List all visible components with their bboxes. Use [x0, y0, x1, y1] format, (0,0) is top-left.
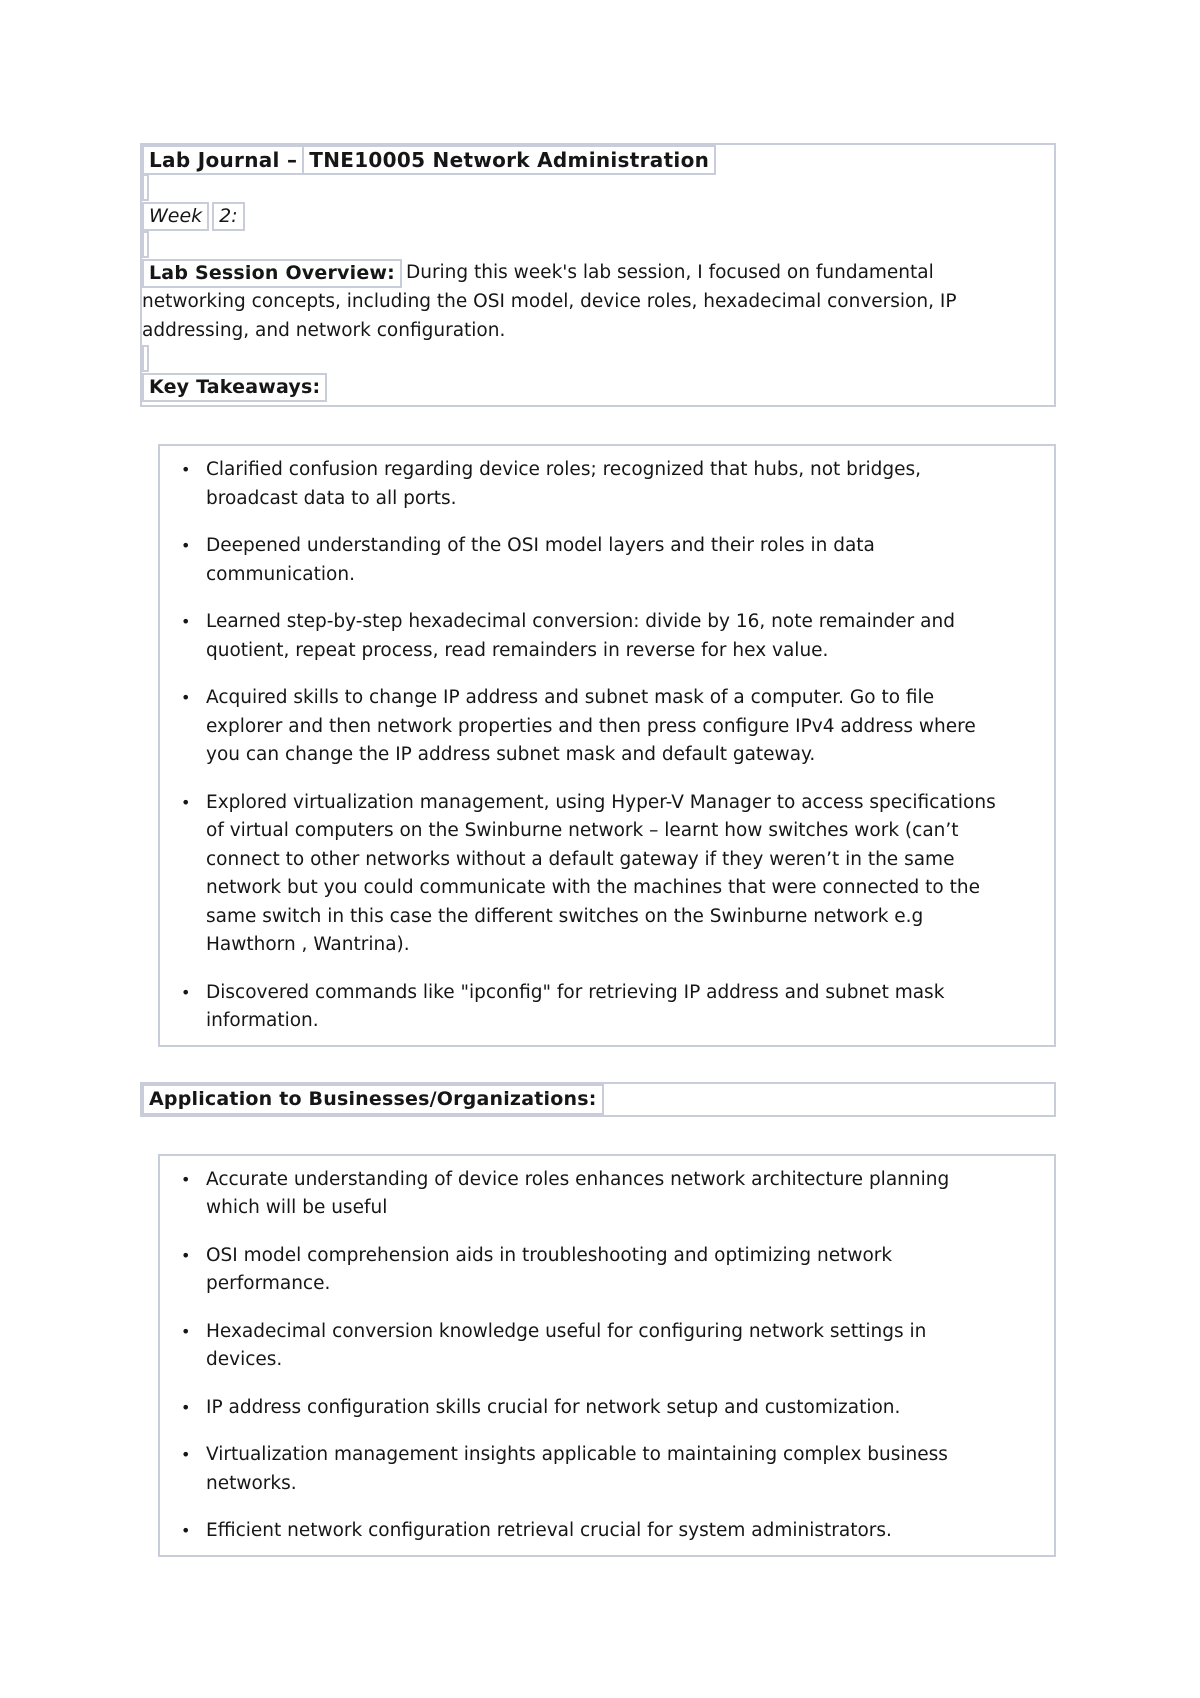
- list-item: [160, 1394, 1054, 1423]
- overview-heading: Lab Session Overview:: [142, 259, 402, 288]
- blank-line: [142, 231, 1054, 259]
- list-item: [160, 608, 1054, 665]
- list-item-text: OSI model comprehension aids in troubleshooting and optimizing network performance.: [206, 1244, 893, 1294]
- blank-line: [142, 345, 1054, 373]
- bullet-marker: •: [181, 982, 191, 1002]
- overview-paragraph: [142, 259, 994, 345]
- header-section: [140, 143, 1056, 407]
- list-item-text: Learned step-by-step hexadecimal conversion: divide by 16, note remainder and quotient, repeat process, read remainders in reverse for hex value.: [206, 611, 955, 661]
- application-heading-section: [140, 1082, 1056, 1117]
- key-takeaways-heading-row: [142, 373, 1054, 404]
- list-item: [160, 456, 1054, 513]
- bullet-marker: •: [181, 536, 191, 555]
- empty-paragraph-marker: [142, 231, 149, 258]
- bullet-marker: •: [181, 1397, 191, 1417]
- list-item: [160, 1318, 1054, 1375]
- list-item-text: Acquired skills to change IP address and subnet mask of a computer. Go to file explorer and then network properties and then press configure IPv4 address where you can change the IP address subnet mask and default gateway.: [206, 687, 976, 765]
- list-item-text: Discovered commands like "ipconfig" for retrieving IP address and subnet mask information.: [206, 981, 945, 1031]
- list-item-text: Efficient network configuration retrieval crucial for system administrators.: [206, 1520, 892, 1541]
- title-course-code: TNE10005 Network Administration: [302, 145, 716, 175]
- bullet-marker: •: [181, 1169, 191, 1189]
- empty-paragraph-marker: [142, 174, 149, 201]
- list-item-text: Accurate understanding of device roles enhances network architecture planning which will be useful: [206, 1168, 950, 1218]
- bullet-marker: •: [181, 1445, 191, 1464]
- list-item: [160, 789, 1054, 960]
- bullet-marker: •: [181, 688, 191, 707]
- list-item: [160, 684, 1054, 770]
- list-item-text: Virtualization management insights applicable to maintaining complex business networks.: [206, 1444, 948, 1494]
- list-item: [160, 979, 1054, 1036]
- list-item: [160, 1166, 1054, 1223]
- list-item: [160, 1517, 1054, 1546]
- key-takeaways-heading: Key Takeaways:: [142, 373, 327, 402]
- blank-line: [142, 174, 1054, 202]
- list-item: [160, 1441, 1054, 1498]
- bullet-marker: •: [181, 1321, 191, 1341]
- key-takeaways-list: [158, 444, 1056, 1047]
- week-number: 2:: [212, 202, 245, 231]
- title-prefix: Lab Journal –: [142, 145, 304, 175]
- week-label: Week: [142, 202, 209, 231]
- document-title: [142, 145, 1054, 174]
- list-item: [160, 532, 1054, 589]
- list-item-text: Deepened understanding of the OSI model layers and their roles in data communication.: [206, 535, 875, 585]
- bullet-marker: •: [181, 792, 191, 812]
- list-item-text: Explored virtualization management, using Hyper-V Manager to access specifications of virtual computers on the Swinburne network – learnt how switches work (can’t connect to other networks without a default gateway if they weren’t in the same network but you could communicate with the machines that were connected to the same switch in this case the different switches on the Swinburne network e.g Hawthorn , Wantrina).: [206, 791, 996, 955]
- list-item-text: Hexadecimal conversion knowledge useful for configuring network settings in devices.: [206, 1320, 927, 1370]
- bullet-marker: •: [181, 1245, 191, 1265]
- bullet-marker: •: [181, 1521, 191, 1540]
- bullet-marker: •: [181, 460, 191, 479]
- list-item: [160, 1242, 1054, 1299]
- list-item-text: Clarified confusion regarding device roles; recognized that hubs, not bridges, broadcast data to all ports.: [206, 459, 922, 509]
- empty-paragraph-marker: [142, 345, 149, 372]
- application-list: [158, 1154, 1056, 1557]
- application-heading: Application to Businesses/Organizations:: [142, 1084, 604, 1115]
- list-item-text: IP address configuration skills crucial for network setup and customization.: [206, 1396, 901, 1418]
- week-line: [142, 202, 1054, 231]
- bullet-marker: •: [181, 612, 191, 631]
- overview-text: During this week's lab session, I focused on fundamental networking concepts, including the OSI model, device roles, hexadecimal conversion, IP addressing, and network configuration.: [142, 262, 957, 341]
